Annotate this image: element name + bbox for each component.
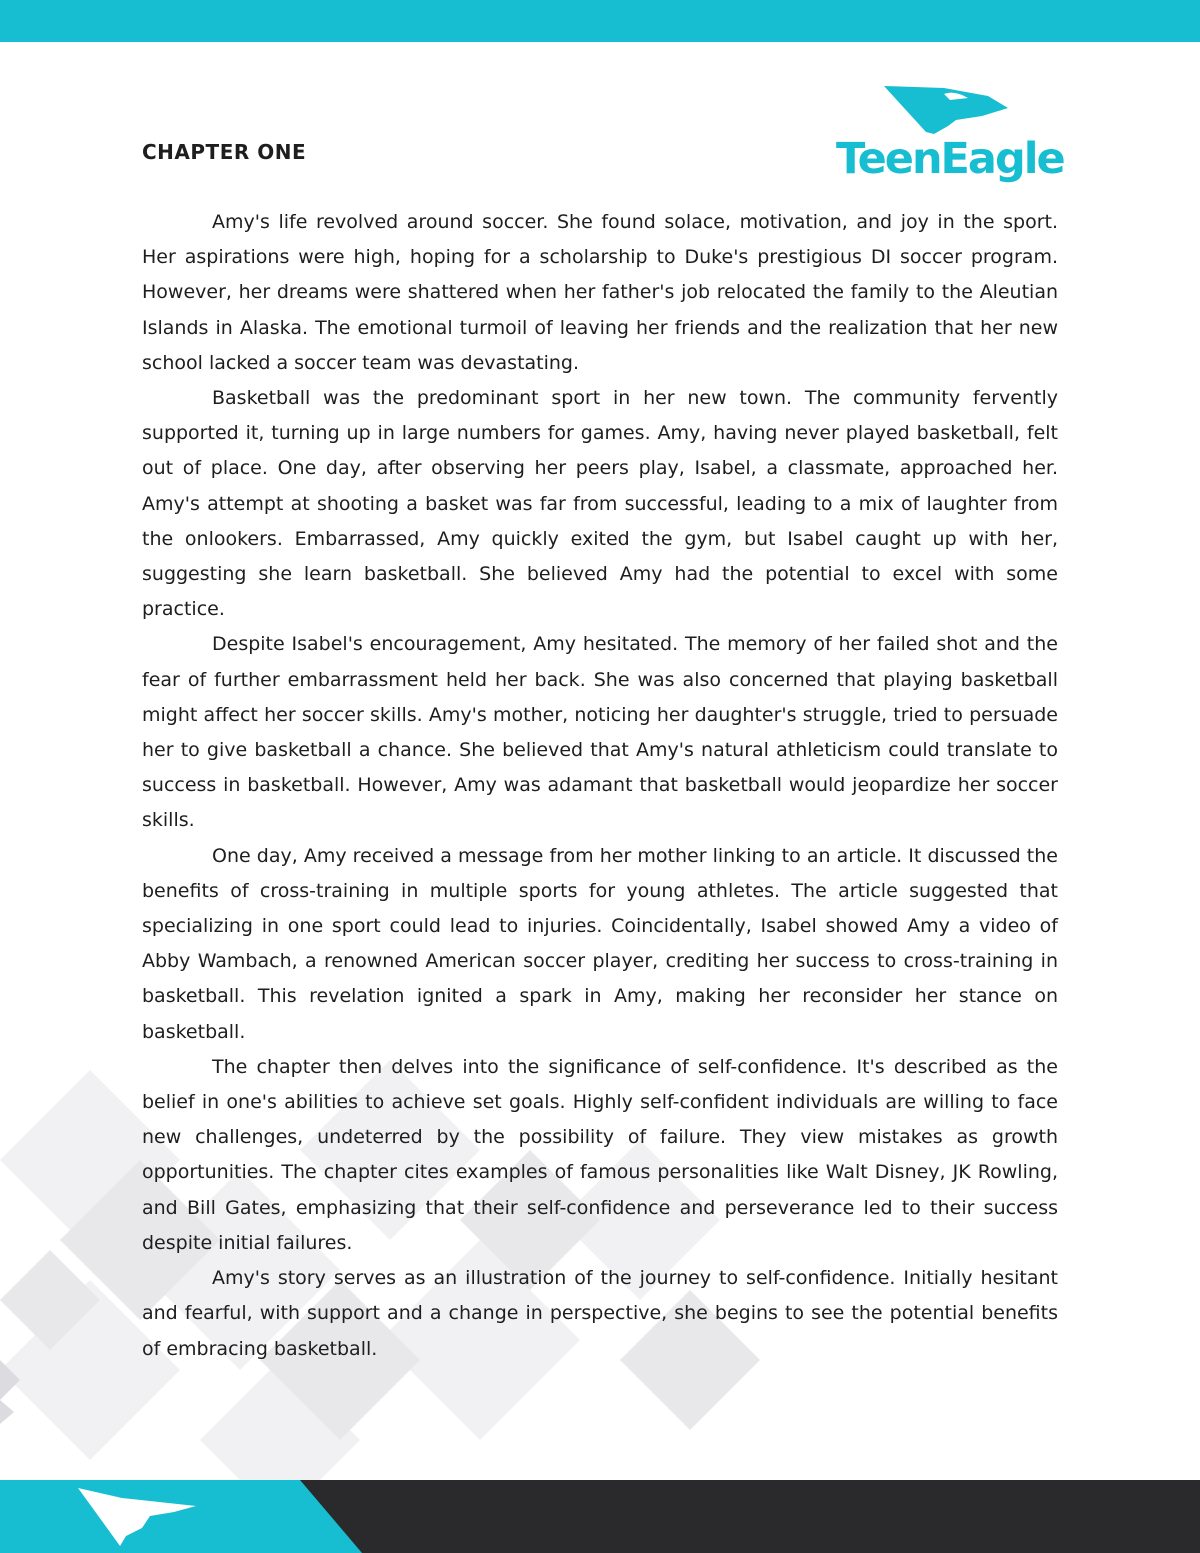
paragraph: Amy's story serves as an illustration of the journey to self-confidence. Initially hesitant and fearful, with support and a change in perspective, she begins to see the potential benefits of embracing basketball. (142, 1267, 1058, 1360)
paragraph: Amy's life revolved around soccer. She found solace, motivation, and joy in the sport. Her aspirations were high, hoping for a scholarship to Duke's prestigious DI soccer program. However, her dreams were shattered when her father's job relocated the family to the Aleutian Islands in Alaska. The emotional turmoil of leaving her friends and the realization that her new school lacked a soccer team was devastating. (142, 211, 1058, 374)
paragraph: One day, Amy received a message from her mother linking to an article. It discussed the benefits of cross-training in multiple sports for young athletes. The article suggested that specializing in one sport could lead to injuries. Coincidentally, Isabel showed Amy a video of Abby Wambach, a renowned American soccer player, crediting her success to cross-training in basketball. This revelation ignited a spark in Amy, making her reconsider her stance on basketball. (142, 844, 1058, 1043)
paragraph: Basketball was the predominant sport in her new town. The community fervently supported it, turning up in large numbers for games. Amy, having never played basketball, felt out of place. One day, after observing her peers play, Isabel, a classmate, approached her. Amy's attempt at shooting a basket was far from successful, leading to a mix of laughter from the onlookers. Embarrassed, Amy quickly exited the gym, but Isabel caught up with her, suggesting she learn basketball. She believed Amy had the potential to excel with some practice. (142, 387, 1058, 621)
chapter-body (142, 205, 1058, 1367)
paragraph: Despite Isabel's encouragement, Amy hesitated. The memory of her failed shot and the fear of further embarrassment held her back. She was also concerned that playing basketball might affect her soccer skills. Amy's mother, noticing her daughter's struggle, tried to persuade her to give basketball a chance. She believed that Amy's natural athleticism could translate to success in basketball. However, Amy was adamant that basketball would jeopardize her soccer skills. (142, 633, 1058, 832)
chapter-title: CHAPTER ONE (142, 140, 307, 164)
paragraph: The chapter then delves into the significance of self-confidence. It's described as the belief in one's abilities to achieve set goals. Highly self-confident individuals are willing to face new challenges, undeterred by the possibility of failure. They view mistakes as growth opportunities. The chapter cites examples of famous personalities like Walt Disney, JK Rowling, and Bill Gates, emphasizing that their self-confidence and perseverance led to their success despite initial failures. (142, 1055, 1058, 1254)
logo-wordmark: TeenEagle (836, 134, 1064, 184)
teeneagle-logo (828, 82, 1064, 192)
footer-band (0, 1480, 1200, 1553)
eagle-head-icon (884, 82, 1034, 142)
top-accent-bar (0, 0, 1200, 42)
